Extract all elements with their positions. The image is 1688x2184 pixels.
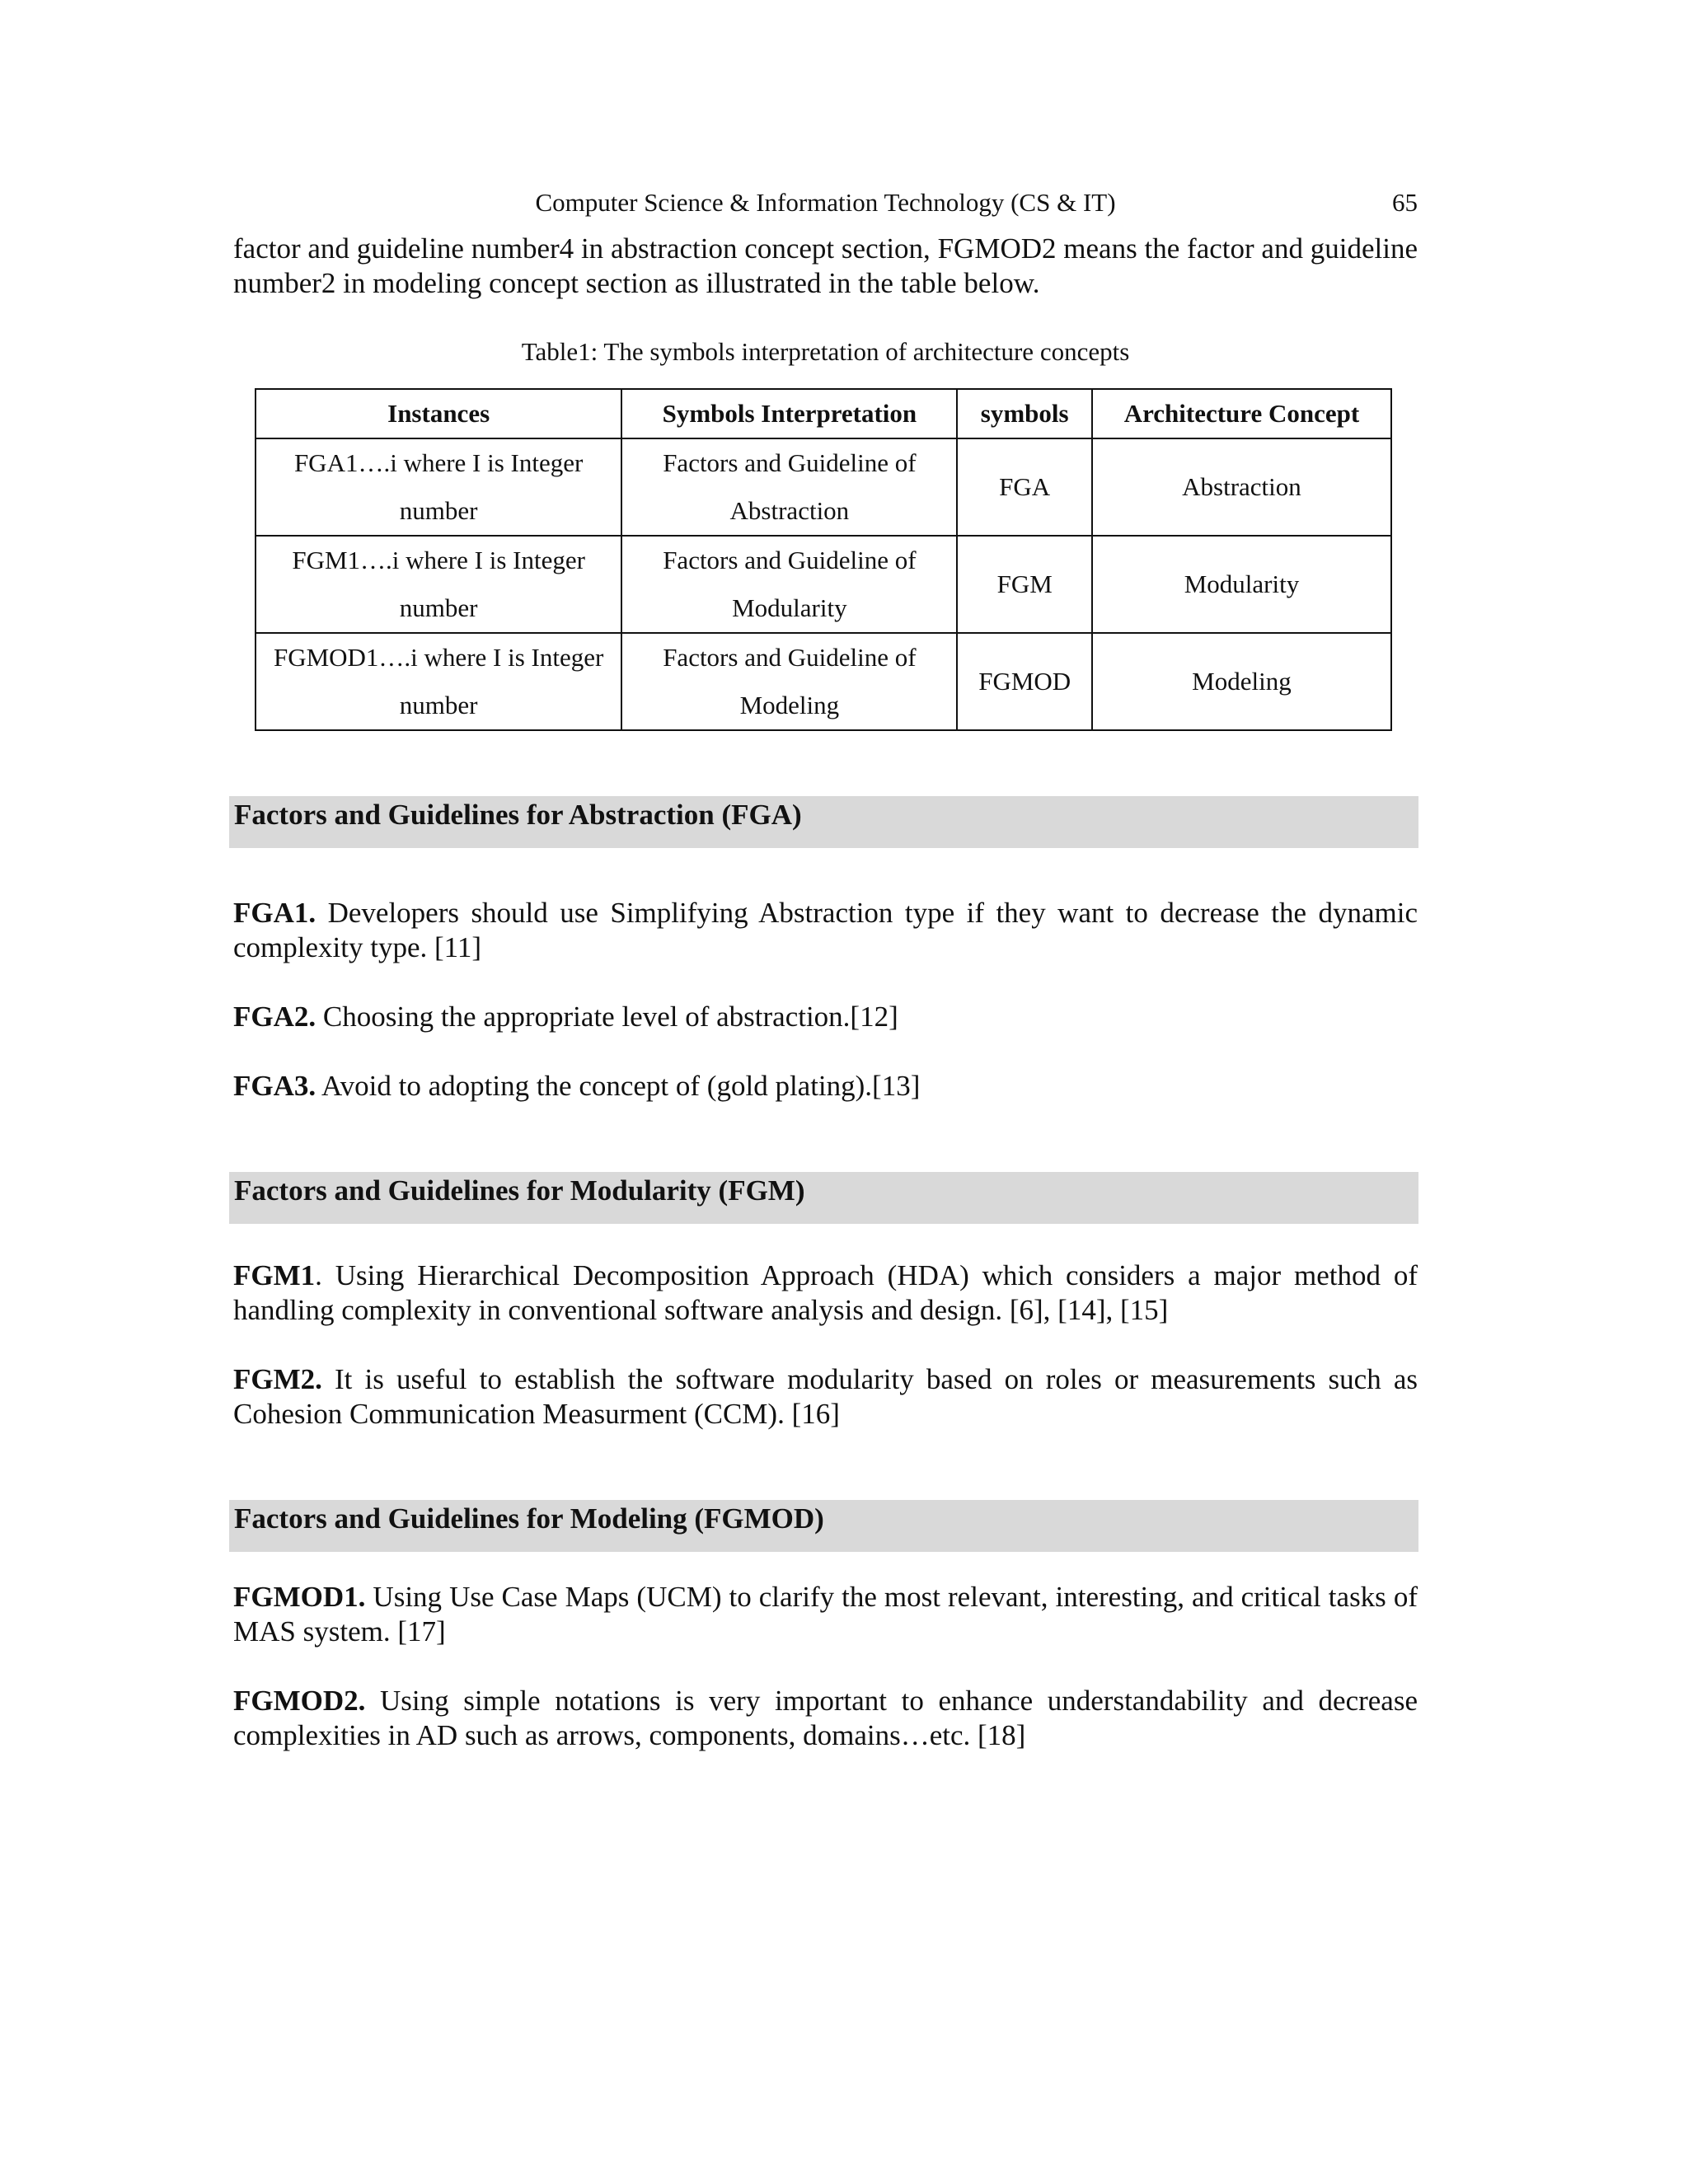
- guideline-text: Using Use Case Maps (UCM) to clarify the most relevant, interesting, and critical tasks of MAS system. [17]: [233, 1581, 1418, 1647]
- table-row: [256, 438, 1391, 536]
- table-row: [256, 536, 1391, 633]
- cell-instances: FGA1….i where I is Integer number: [256, 438, 621, 536]
- page-header: [233, 185, 1418, 221]
- guideline-label: FGM2.: [233, 1363, 322, 1395]
- cell-concept: Modularity: [1092, 536, 1391, 633]
- guideline-text: Choosing the appropriate level of abstraction.[12]: [316, 1001, 898, 1033]
- running-title: Computer Science & Information Technology (CS & IT): [535, 188, 1116, 217]
- symbols-table: [255, 388, 1392, 731]
- cell-symbol: FGA: [957, 438, 1091, 536]
- guideline-label: FGMOD1.: [233, 1581, 366, 1613]
- cell-concept: Abstraction: [1092, 438, 1391, 536]
- guideline-fgm2: [233, 1362, 1418, 1432]
- section-heading-fgmod: Factors and Guidelines for Modeling (FGMOD): [229, 1500, 1418, 1552]
- guideline-text: . Using Hierarchical Decomposition Approach (HDA) which considers a major method of handling complexity in conventional software analysis and design. [6], [14], [15]: [233, 1259, 1418, 1326]
- cell-interpretation: Factors and Guideline of Modeling: [621, 633, 957, 730]
- guideline-label: FGA1.: [233, 897, 316, 929]
- guideline-label: FGA3.: [233, 1070, 316, 1102]
- header-instances: Instances: [256, 389, 621, 438]
- guideline-fgm1: [233, 1258, 1418, 1328]
- table-row: [256, 633, 1391, 730]
- guideline-label: FGMOD2.: [233, 1685, 366, 1717]
- intro-paragraph: factor and guideline number4 in abstraction concept section, FGMOD2 means the factor and guideline number2 in modeling concept section as illustrated in the table below.: [233, 232, 1418, 299]
- guideline-text: Avoid to adopting the concept of (gold plating).[13]: [316, 1070, 921, 1102]
- guideline-fgmod1: [233, 1580, 1418, 1649]
- guideline-text: Using simple notations is very important to enhance understandability and decrease complexities in AD such as arrows, components, domains…etc. [18]: [233, 1685, 1418, 1751]
- cell-instances: FGMOD1….i where I is Integer number: [256, 633, 621, 730]
- cell-interpretation: Factors and Guideline of Abstraction: [621, 438, 957, 536]
- guideline-label: FGA2.: [233, 1001, 316, 1033]
- header-symbols: symbols: [957, 389, 1091, 438]
- guideline-fga2: [233, 1000, 1418, 1034]
- guideline-fga3: [233, 1069, 1418, 1104]
- table-header-row: [256, 389, 1391, 438]
- page-number: 65: [1392, 188, 1418, 217]
- cell-interpretation: Factors and Guideline of Modularity: [621, 536, 957, 633]
- header-symbols-interpretation: Symbols Interpretation: [621, 389, 957, 438]
- cell-instances: FGM1….i where I is Integer number: [256, 536, 621, 633]
- header-architecture-concept: Architecture Concept: [1092, 389, 1391, 438]
- section-heading-fgm: Factors and Guidelines for Modularity (FGM): [229, 1172, 1418, 1224]
- cell-concept: Modeling: [1092, 633, 1391, 730]
- guideline-text: Developers should use Simplifying Abstraction type if they want to decrease the dynamic complexity type. [11]: [233, 897, 1418, 963]
- section-heading-fga: Factors and Guidelines for Abstraction (FGA): [229, 796, 1418, 848]
- table-caption: Table1: The symbols interpretation of architecture concepts: [521, 337, 1130, 366]
- guideline-fgmod2: [233, 1684, 1418, 1753]
- guideline-text: It is useful to establish the software modularity based on roles or measurements such as Cohesion Communication Measurment (CCM). [16]: [233, 1363, 1418, 1430]
- guideline-label: FGM1: [233, 1259, 316, 1291]
- guideline-fga1: [233, 896, 1418, 965]
- cell-symbol: FGM: [957, 536, 1091, 633]
- cell-symbol: FGMOD: [957, 633, 1091, 730]
